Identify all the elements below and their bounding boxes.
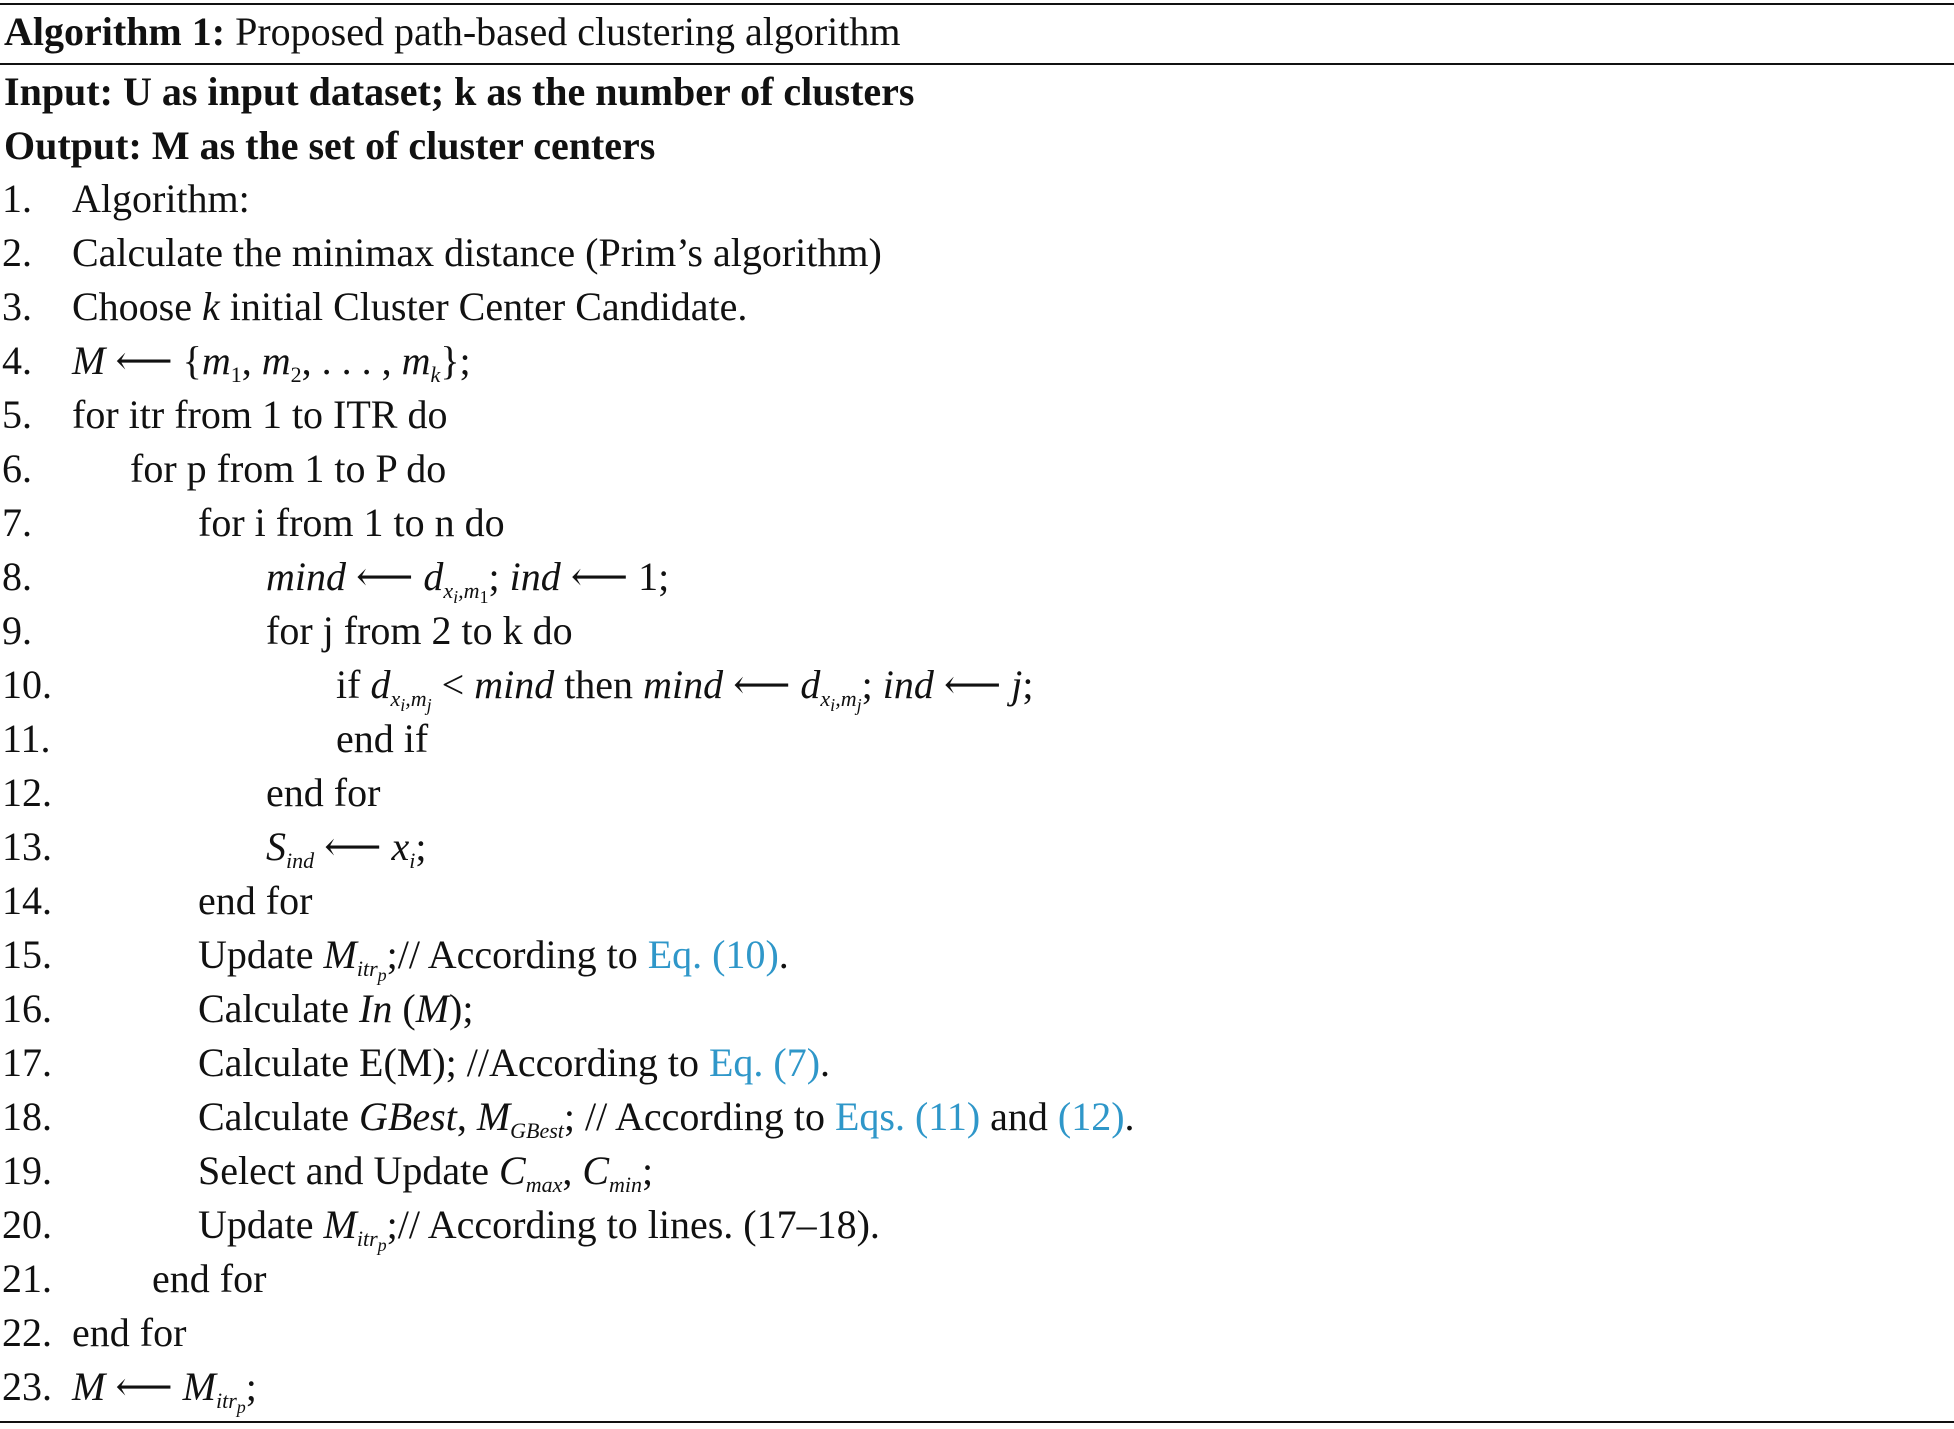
code-text: ;// According to — [386, 932, 648, 977]
equation-link[interactable]: Eqs. (11) — [834, 1094, 981, 1139]
bottom-rule — [0, 1421, 1954, 1423]
math-symbol: , . . . , — [301, 338, 402, 383]
line-code — [72, 280, 747, 334]
code-text: Calculate — [198, 986, 360, 1031]
code-text: Choose — [72, 284, 202, 329]
math-symbol: { — [182, 338, 202, 383]
line-number: 17. — [2, 1040, 52, 1085]
math-symbol: ; — [1022, 662, 1034, 707]
line-number: 16. — [2, 986, 52, 1031]
math-variable: M — [415, 986, 450, 1031]
math-variable: S — [266, 824, 286, 869]
math-variable: M — [72, 338, 106, 383]
code-text: Update — [198, 932, 324, 977]
equation-link[interactable]: Eq. (7) — [708, 1040, 821, 1085]
line-code: for i from 1 to n do — [198, 500, 505, 545]
algorithm-title-label: Algorithm 1: — [4, 9, 226, 54]
line-code — [266, 550, 670, 607]
code-text: and — [980, 1094, 1058, 1139]
line-code: Calculate the minimax distance (Prim’s algorithm) — [72, 230, 882, 275]
math-variable: GBest — [359, 1094, 457, 1139]
code-text: ;// According to lines. (17–18). — [386, 1202, 880, 1247]
line-number: 23. — [2, 1364, 52, 1409]
line-number: 8. — [2, 554, 32, 599]
math-subscript: itrp — [356, 1226, 387, 1255]
code-text: . — [778, 932, 789, 977]
math-variable: mind — [266, 554, 346, 599]
math-variable: m — [401, 338, 431, 383]
assign-arrow: ⟵ — [314, 824, 392, 869]
math-symbol: ; — [488, 554, 510, 599]
assign-arrow: ⟵ — [933, 662, 1012, 707]
math-variable: m — [261, 338, 291, 383]
line-code: end for — [198, 878, 313, 923]
line-code: end if — [336, 716, 429, 761]
math-subscript: 2 — [290, 362, 302, 387]
math-symbol: , — [241, 338, 262, 383]
algorithm-title-text: Proposed path-based clustering algorithm — [225, 9, 901, 54]
line-code: Algorithm: — [72, 176, 250, 221]
assign-arrow: ⟵ — [723, 662, 801, 707]
math-subscript: 1 — [230, 362, 242, 387]
line-code — [198, 1036, 830, 1090]
algorithm-output: Output: M as the set of cluster centers — [4, 123, 656, 168]
math-variable: In — [359, 986, 393, 1031]
code-text: initial Cluster Center Candidate. — [219, 284, 748, 329]
line-number: 14. — [2, 878, 52, 923]
assign-arrow: ⟵ — [105, 1364, 183, 1409]
math-subscript: GBest — [510, 1118, 564, 1143]
line-code: for itr from 1 to ITR do — [72, 392, 448, 437]
math-variable: k — [202, 284, 220, 329]
line-number: 9. — [2, 608, 32, 653]
line-number: 12. — [2, 770, 52, 815]
math-variable: mind — [643, 662, 724, 707]
line-number: 3. — [2, 284, 32, 329]
line-number: 10. — [2, 662, 52, 707]
code-text: . — [820, 1040, 831, 1085]
line-code: for j from 2 to k do — [266, 608, 573, 653]
line-number: 5. — [2, 392, 32, 437]
math-variable: M — [476, 1094, 511, 1139]
line-code — [198, 1090, 1135, 1144]
line-number: 11. — [2, 716, 51, 761]
line-number: 13. — [2, 824, 52, 869]
line-code — [72, 334, 471, 388]
line-code — [72, 1360, 257, 1417]
code-text: 1; — [638, 554, 670, 599]
line-code — [336, 658, 1034, 715]
code-text: if — [336, 662, 371, 707]
math-subscript: i — [409, 848, 416, 873]
math-symbol: }; — [440, 338, 471, 383]
math-variable: M — [323, 1202, 357, 1247]
line-number: 18. — [2, 1094, 52, 1139]
code-text: ; // According to — [563, 1094, 835, 1139]
line-code — [198, 1144, 653, 1198]
line-number: 2. — [2, 230, 32, 275]
math-symbol: ; — [861, 662, 883, 707]
math-variable: C — [499, 1148, 526, 1193]
math-symbol: ; — [245, 1364, 257, 1409]
math-variable: j — [1011, 662, 1023, 707]
line-code — [266, 820, 426, 874]
assign-arrow: ⟵ — [560, 554, 639, 599]
math-subscript: k — [430, 362, 441, 387]
math-variable: ind — [509, 554, 561, 599]
header-rule — [0, 63, 1954, 65]
line-number: 15. — [2, 932, 52, 977]
math-subscript: xi,mj — [390, 686, 432, 715]
math-symbol: ( — [392, 986, 416, 1031]
line-number: 19. — [2, 1148, 52, 1193]
line-code: end for — [72, 1310, 187, 1355]
code-text: then — [554, 662, 644, 707]
math-variable: M — [323, 932, 357, 977]
code-text: Calculate E(M); //According to — [198, 1040, 709, 1085]
algorithm-title — [4, 6, 901, 58]
algorithm-input: Input: U as input dataset; k as the number of clusters — [4, 69, 915, 114]
math-symbol: , — [456, 1094, 477, 1139]
line-number: 4. — [2, 338, 32, 383]
line-number: 6. — [2, 446, 32, 491]
math-symbol: ); — [449, 986, 474, 1031]
math-variable: x — [391, 824, 410, 869]
line-code: for p from 1 to P do — [130, 446, 447, 491]
line-number: 22. — [2, 1310, 52, 1355]
math-subscript: ind — [286, 848, 315, 873]
math-subscript: xi,m1 — [443, 578, 489, 607]
math-symbol: ; — [642, 1148, 654, 1193]
line-code — [198, 928, 789, 985]
math-variable: M — [182, 1364, 216, 1409]
assign-arrow: ⟵ — [105, 338, 183, 383]
line-code: end for — [266, 770, 381, 815]
math-variable: mind — [474, 662, 555, 707]
assign-arrow: ⟵ — [346, 554, 424, 599]
equation-link[interactable]: (12) — [1057, 1094, 1125, 1139]
line-number: 7. — [2, 500, 32, 545]
line-code — [198, 1198, 880, 1255]
code-text: . — [1124, 1094, 1135, 1139]
math-variable: d — [423, 554, 444, 599]
code-text: Update — [198, 1202, 324, 1247]
math-subscript: min — [609, 1172, 643, 1197]
top-rule — [0, 3, 1954, 5]
math-symbol: < — [431, 662, 475, 707]
equation-link[interactable]: Eq. (10) — [647, 932, 779, 977]
math-variable: m — [201, 338, 231, 383]
math-variable: C — [582, 1148, 610, 1193]
code-text: Select and Update — [198, 1148, 499, 1193]
math-subscript: itrp — [216, 1388, 246, 1417]
math-variable: d — [370, 662, 391, 707]
math-variable: M — [72, 1364, 106, 1409]
line-number: 21. — [2, 1256, 52, 1301]
line-number: 1. — [2, 176, 32, 221]
line-number: 20. — [2, 1202, 52, 1247]
line-code — [198, 982, 473, 1036]
code-text: Calculate — [198, 1094, 360, 1139]
math-symbol: , — [562, 1148, 583, 1193]
math-subscript: xi,mj — [820, 686, 862, 715]
math-variable: d — [800, 662, 821, 707]
line-code: end for — [152, 1256, 267, 1301]
math-subscript: itrp — [356, 956, 387, 985]
math-variable: ind — [882, 662, 934, 707]
math-subscript: max — [525, 1172, 563, 1197]
math-symbol: ; — [415, 824, 427, 869]
